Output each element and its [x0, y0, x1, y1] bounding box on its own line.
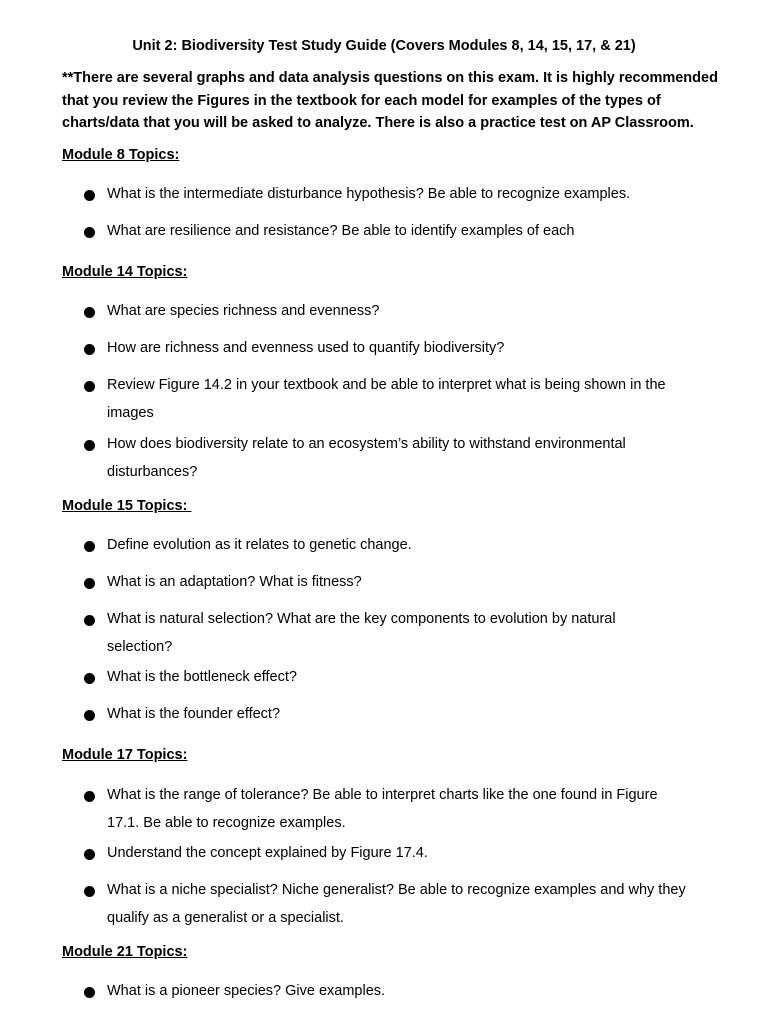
intro-line: **There are several graphs and data analysis questions on this exam. It is highly recommended [62, 70, 718, 86]
bullet-icon [84, 190, 95, 201]
intro-note [62, 67, 722, 135]
list-item-text: 17.1. Be able to recognize examples. [107, 814, 346, 831]
bullet-icon [84, 541, 95, 552]
bullet-icon [84, 615, 95, 626]
list-item-text: What is the range of tolerance? Be able to interpret charts like the one found in Figure [107, 787, 658, 803]
list-item-text: Understand the concept explained by Figure 17.4. [107, 845, 428, 861]
document-title: Unit 2: Biodiversity Test Study Guide (Covers Modules 8, 14, 15, 17, & 21) [132, 38, 636, 54]
intro-line: that you review the Figures in the textbook for each model for examples of the types of [62, 92, 661, 109]
list-item-text: What are resilience and resistance? Be able to identify examples of each [107, 223, 575, 239]
bullet-icon [84, 578, 95, 589]
bullet-icon [84, 987, 95, 998]
bullet-icon [84, 849, 95, 860]
list-item-text: images [107, 404, 154, 421]
module-8-heading: Module 8 Topics: [62, 147, 180, 163]
list-item-text: What is the bottleneck effect? [107, 669, 297, 685]
module-21-heading: Module 21 Topics: [62, 944, 188, 960]
list-item-text: What is natural selection? What are the key components to evolution by natural [107, 611, 616, 627]
list-item-text: Define evolution as it relates to genetic change. [107, 537, 412, 553]
list-item-text: Review Figure 14.2 in your textbook and be able to interpret what is being shown in the [107, 377, 666, 393]
list-item-text: selection? [107, 638, 173, 655]
bullet-icon [84, 381, 95, 392]
bullet-icon [84, 791, 95, 802]
list-item-text: How does biodiversity relate to an ecosystem’s ability to withstand environmental [107, 436, 626, 452]
list-item-text: What is an adaptation? What is fitness? [107, 574, 362, 590]
bullet-icon [84, 673, 95, 684]
list-item-text: qualify as a generalist or a specialist. [107, 909, 344, 926]
bullet-icon [84, 227, 95, 238]
list-item-text: disturbances? [107, 463, 198, 480]
module-14-heading: Module 14 Topics: [62, 264, 188, 280]
list-item-text: What is a niche specialist? Niche generalist? Be able to recognize examples and why they [107, 882, 686, 898]
module-17-heading: Module 17 Topics: [62, 747, 188, 763]
list-item-text: What is a pioneer species? Give examples. [107, 983, 386, 999]
list-item-text: How are richness and evenness used to quantify biodiversity? [107, 340, 505, 356]
bullet-icon [84, 440, 95, 451]
module-15-heading: Module 15 Topics: [62, 498, 192, 514]
bullet-icon [84, 886, 95, 897]
bullet-icon [84, 710, 95, 721]
bullet-icon [84, 344, 95, 355]
list-item-text: What are species richness and evenness? [107, 303, 380, 319]
intro-line: charts/data that you will be asked to analyze. There is also a practice test on AP Classroom. [62, 115, 694, 131]
list-item-text: What is the intermediate disturbance hypothesis? Be able to recognize examples. [107, 186, 631, 202]
list-item-text: What is the founder effect? [107, 706, 281, 722]
bullet-icon [84, 307, 95, 318]
